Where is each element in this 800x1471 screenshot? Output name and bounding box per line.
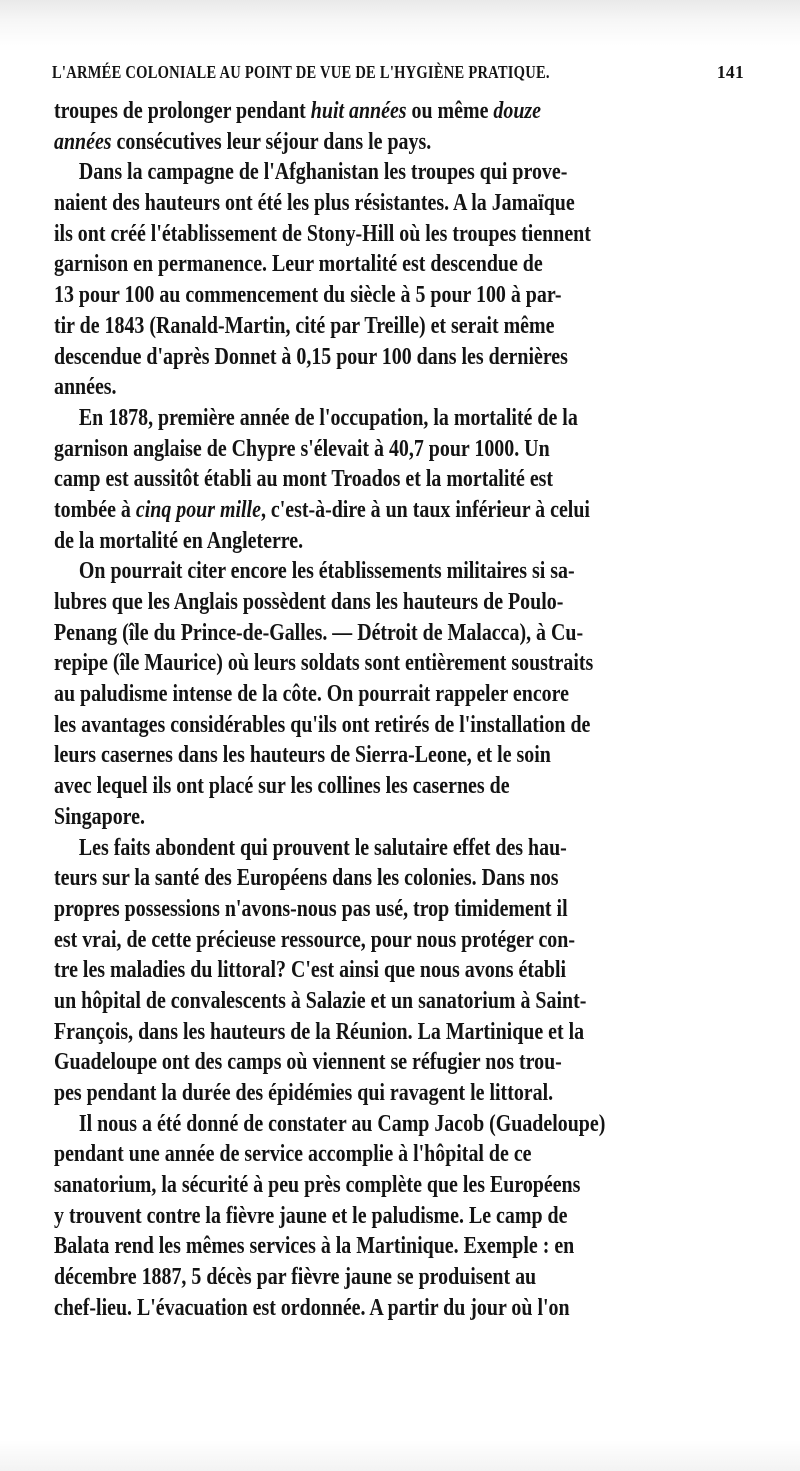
text-line [54,1231,643,1262]
text-line [54,1078,643,1109]
text-segment: un hôpital de convalescents à Salazie et un sanatorium à Saint- [54,987,587,1014]
running-header [52,62,744,88]
text-segment: ou même [406,98,494,124]
text-segment: Penang (île du Prince-de-Galles. — Détroit de Malacca), à Cu- [54,619,584,646]
text-segment: pendant une année de service accomplie à l'hôpital de ce [54,1141,532,1168]
text-segment: Balata rend les mêmes services à la Martinique. Exemple : en [54,1233,575,1260]
text-line [54,1017,643,1048]
italic-text: années [54,128,112,155]
text-segment: de la mortalité en Angleterre. [54,527,304,554]
text-line [54,1139,643,1170]
text-line [54,740,643,771]
text-line [54,710,643,741]
text-line [54,311,643,342]
text-line [54,618,643,649]
text-segment: En 1878, première année de l'occupation, la mortalité de la [78,404,578,431]
text-line [54,556,643,587]
text-line [54,1047,643,1078]
text-line [54,96,643,127]
text-segment: tombée à [54,496,136,523]
text-line [54,648,643,679]
text-line [54,863,643,894]
text-segment: pes pendant la durée des épidémies qui ravagent le littoral. [54,1080,554,1106]
text-segment: teurs sur la santé des Européens dans les colonies. Dans nos [54,865,559,892]
text-segment: au paludisme intense de la côte. On pourrait rappeler encore [54,681,569,708]
running-title: L'ARMÉE COLONIALE AU POINT DE VUE DE L'HYGIÈNE PRATIQUE. [52,62,550,82]
text-line [54,280,643,311]
text-line [54,925,643,956]
text-segment: ils ont créé l'établissement de Stony-Hill où les troupes tiennent [54,220,591,247]
body-text [54,96,764,1324]
text-line [54,1109,643,1140]
text-segment: tre les maladies du littoral? C'est ainsi que nous avons établi [54,957,567,984]
text-segment: lubres que les Anglais possèdent dans les hauteurs de Poulo- [54,589,564,615]
text-line [54,802,643,833]
text-segment: garnison en permanence. Leur mortalité est descendue de [54,251,543,278]
text-line [54,495,643,526]
text-segment: est vrai, de cette précieuse ressource, pour nous protéger con- [54,926,575,953]
text-segment: camp est aussitôt établi au mont Troados et la mortalité est [54,466,554,493]
text-line [54,1293,643,1324]
text-segment: propres possessions n'avons-nous pas usé, trop timidement il [54,895,568,922]
text-segment: , c'est-à-dire à un taux inférieur à celui [260,496,590,523]
text-segment: descendue d'après Donnet à 0,15 pour 100 dans les dernières [54,343,568,370]
text-segment: Il nous a été donné de constater au Camp Jacob (Guadeloupe) [78,1110,606,1137]
text-segment: troupes de prolonger pendant [54,98,311,124]
text-segment: garnison anglaise de Chypre s'élevait à 40,7 pour 1000. Un [54,435,550,462]
text-line [54,219,643,250]
text-segment: Dans la campagne de l'Afghanistan les troupes qui prove- [78,159,568,186]
text-segment: Singapore. [54,803,145,830]
italic-text: huit années [310,98,407,124]
text-segment: On pourrait citer encore les établissements militaires si sa- [78,558,575,585]
text-line [54,188,643,219]
text-line [54,771,643,802]
text-segment: y trouvent contre la fièvre jaune et le paludisme. Le camp de [54,1202,568,1229]
page-number: 141 [716,62,744,82]
text-segment: chef-lieu. L'évacuation est ordonnée. A partir du jour où l'on [54,1294,570,1321]
text-line [54,464,643,495]
text-line [54,372,643,403]
text-segment: avec lequel ils ont placé sur les collines les casernes de [54,773,510,800]
text-segment: les avantages considérables qu'ils ont retirés de l'installation de [54,711,591,738]
text-segment: repipe (île Maurice) où leurs soldats sont entièrement soustraits [54,650,594,677]
text-line [54,403,643,434]
italic-text: cinq pour mille [135,496,261,523]
italic-text: douze [493,98,542,124]
text-segment: naient des hauteurs ont été les plus résistantes. A la Jamaïque [54,190,575,217]
text-line [54,833,643,864]
text-segment: leurs casernes dans les hauteurs de Sierra-Leone, et le soin [54,742,551,769]
text-segment: tir de 1843 (Ranald-Martin, cité par Treille) et serait même [54,312,555,339]
text-line [54,679,643,710]
text-line [54,526,643,557]
text-line [54,434,643,465]
text-line [54,157,643,188]
text-segment: décembre 1887, 5 décès par fièvre jaune se produisent au [54,1264,537,1291]
text-line [54,342,643,373]
text-line [54,249,643,280]
text-line [54,587,643,618]
text-line [54,986,643,1017]
text-segment: 13 pour 100 au commencement du siècle à 5 pour 100 à par- [54,282,562,309]
text-segment: François, dans les hauteurs de la Réunion. La Martinique et la [54,1018,585,1045]
text-line [54,1262,643,1293]
text-segment: années. [54,374,117,401]
text-line [54,1170,643,1201]
text-segment: Guadeloupe ont des camps où viennent se réfugier nos trou- [54,1049,562,1076]
text-line [54,894,643,925]
text-segment: sanatorium, la sécurité à peu près complète que les Européens [54,1172,581,1199]
text-segment: Les faits abondent qui prouvent le salutaire effet des hau- [78,834,567,861]
text-line [54,955,643,986]
text-line [54,127,643,158]
text-line [54,1201,643,1232]
text-segment: consécutives leur séjour dans le pays. [111,128,432,155]
